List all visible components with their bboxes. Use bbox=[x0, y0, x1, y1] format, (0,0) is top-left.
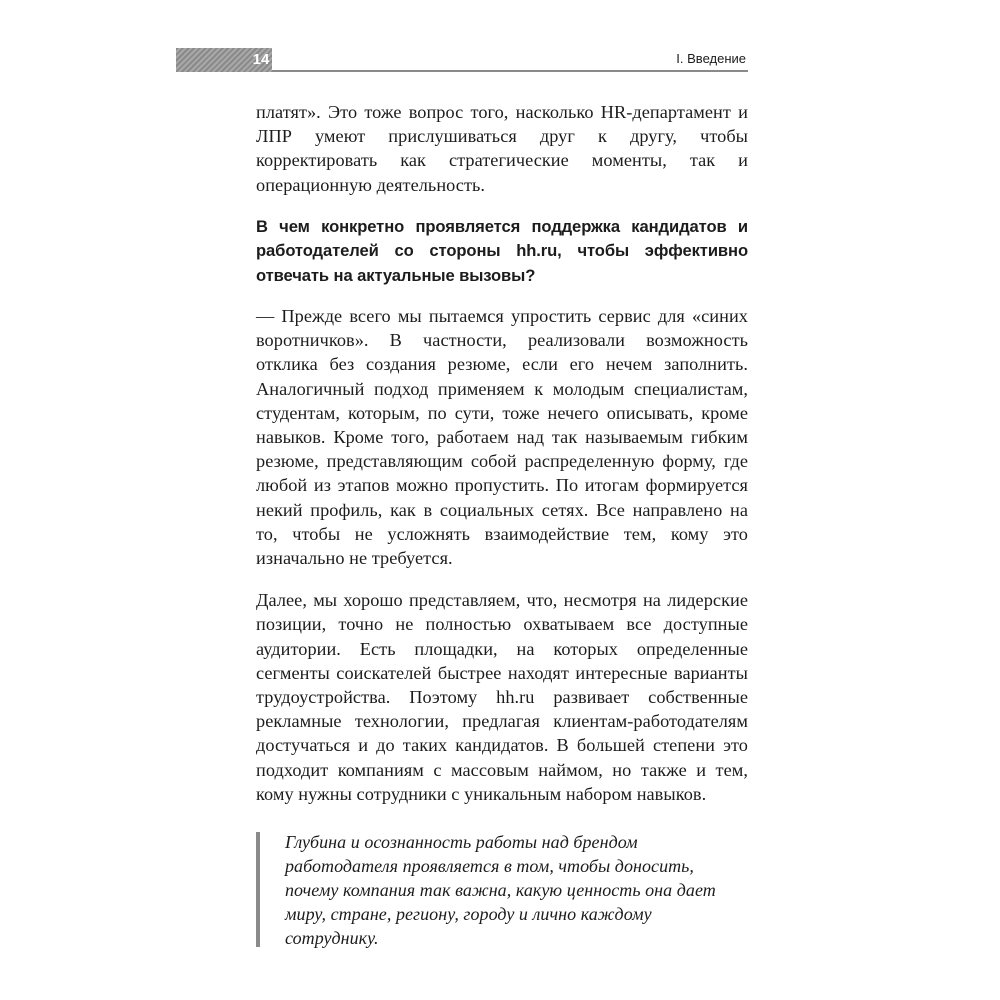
pull-quote bbox=[256, 830, 748, 950]
page-body bbox=[256, 100, 748, 950]
chapter-title: I. Введение bbox=[676, 51, 746, 66]
paragraph-2: — Прежде всего мы пытаемся упростить сервис для «синих воротничков». В частности, реализовали возможность отклика без создания резюме, если его нечем заполнить. Аналогичный подход применяем к молодым специалистам, студентам, которым, по сути, тоже нечего описывать, кроме навыков. Кроме того, работаем над так называемым гибким резюме, представляющим собой распределенную форму, где любой из этапов можно пропустить. По итогам формируется некий профиль, как в социальных сетях. Все направлено на то, чтобы не усложнять взаимодействие тем, кому это изначально не требуется. bbox=[256, 306, 748, 569]
pull-quote-bar bbox=[256, 832, 260, 947]
paragraph-1: платят». Это тоже вопрос того, насколько HR-департамент и ЛПР умеют прислушиваться друг к другу, чтобы корректировать как стратегические моменты, так и операционную деятельность. bbox=[256, 102, 748, 195]
pull-quote-text: Глубина и осознанность работы над брендом работодателя проявляется в том, чтобы доносить, почему компания так важна, какую ценность она дает миру, стране, региону, городу и лично каждому сотруднику. bbox=[285, 832, 716, 949]
page-number: 14 bbox=[252, 51, 270, 68]
running-header bbox=[176, 48, 748, 74]
interview-question: В чем конкретно проявляется поддержка кандидатов и работодателей со стороны hh.ru, чтобы эффективно отвечать на актуальные вызовы? bbox=[256, 216, 748, 285]
paragraph-3: Далее, мы хорошо представляем, что, несмотря на лидерские позиции, точно не полностью охватываем все доступные аудитории. Есть площадки, на которых определенные сегменты соискателей быстрее находят интересные варианты трудоустройства. Поэтому hh.ru развивает собственные рекламные технологии, предлагая клиентам-работодателям достучаться и до таких кандидатов. В большей степени это подходит компаниям с массовым наймом, но также и тем, кому нужны сотрудники с уникальным набором навыков. bbox=[256, 590, 748, 804]
